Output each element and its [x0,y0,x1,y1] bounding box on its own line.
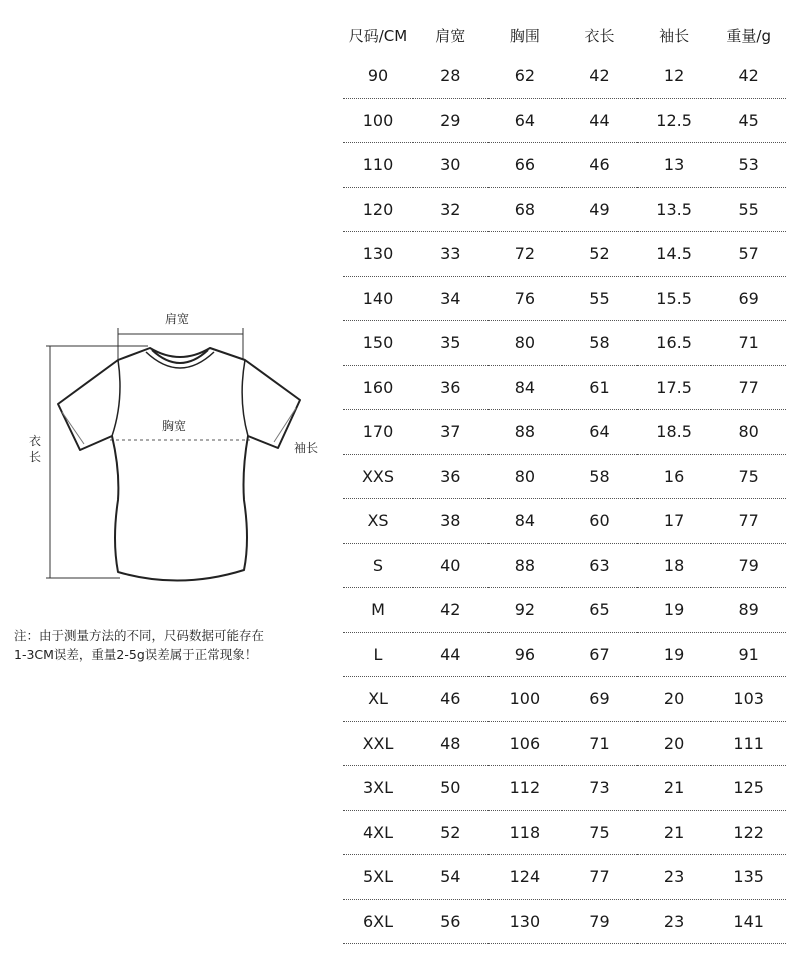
cell-chest: 66 [488,143,563,188]
cell-length: 46 [562,143,637,188]
cell-chest: 64 [488,98,563,143]
cell-sleeve: 19 [637,588,712,633]
table-row [343,187,786,232]
table-row [343,677,786,722]
cell-length: 49 [562,187,637,232]
header-length: 衣长 [584,26,615,45]
cell-sleeve: 23 [637,899,712,944]
cell-weight: 77 [711,365,786,410]
cell-chest: 84 [488,499,563,544]
cell-shoulder: 38 [413,499,488,544]
cell-weight: 42 [711,54,786,98]
cell-sleeve: 17 [637,499,712,544]
cell-size: 6XL [343,899,413,944]
cell-chest: 88 [488,410,563,455]
cell-size: 4XL [343,810,413,855]
cell-chest: 130 [488,899,563,944]
cell-weight: 80 [711,410,786,455]
cell-weight: 79 [711,543,786,588]
table-row [343,232,786,277]
cell-size: 120 [343,187,413,232]
cell-length: 61 [562,365,637,410]
cell-size: 100 [343,98,413,143]
cell-sleeve: 14.5 [637,232,712,277]
cell-weight: 141 [711,899,786,944]
cell-chest: 84 [488,365,563,410]
cell-shoulder: 44 [413,632,488,677]
cell-chest: 96 [488,632,563,677]
cell-size: 5XL [343,855,413,900]
cell-length: 58 [562,454,637,499]
tshirt-measurement-diagram [0,300,330,600]
table-row [343,54,786,98]
cell-weight: 55 [711,187,786,232]
cell-size: 90 [343,54,413,98]
cell-sleeve: 13.5 [637,187,712,232]
cell-chest: 106 [488,721,563,766]
table-row [343,632,786,677]
cell-size: 130 [343,232,413,277]
cell-length: 52 [562,232,637,277]
cell-shoulder: 37 [413,410,488,455]
cell-sleeve: 16 [637,454,712,499]
measurement-note [14,626,344,664]
cell-sleeve: 17.5 [637,365,712,410]
cell-chest: 76 [488,276,563,321]
cell-sleeve: 18 [637,543,712,588]
cell-length: 63 [562,543,637,588]
sleeve-length-label: 袖长 [294,441,319,455]
cell-length: 64 [562,410,637,455]
cell-weight: 91 [711,632,786,677]
cell-weight: 89 [711,588,786,633]
cell-length: 42 [562,54,637,98]
cell-length: 71 [562,721,637,766]
cell-length: 73 [562,766,637,811]
cell-shoulder: 36 [413,454,488,499]
cell-shoulder: 56 [413,899,488,944]
cell-sleeve: 15.5 [637,276,712,321]
cell-chest: 62 [488,54,563,98]
table-header-row [343,16,786,54]
cell-length: 58 [562,321,637,366]
cell-sleeve: 19 [637,632,712,677]
cell-size: L [343,632,413,677]
cell-sleeve: 20 [637,721,712,766]
table-row [343,766,786,811]
cell-size: 140 [343,276,413,321]
cell-length: 65 [562,588,637,633]
cell-shoulder: 32 [413,187,488,232]
cell-shoulder: 30 [413,143,488,188]
tshirt-outline-icon [0,300,330,600]
cell-chest: 80 [488,321,563,366]
cell-chest: 80 [488,454,563,499]
cell-chest: 112 [488,766,563,811]
body-length-label: 衣长 [28,434,41,464]
table-row [343,98,786,143]
cell-size: XS [343,499,413,544]
cell-size: 170 [343,410,413,455]
cell-length: 55 [562,276,637,321]
header-shoulder: 肩宽 [435,26,466,45]
cell-weight: 53 [711,143,786,188]
cell-weight: 77 [711,499,786,544]
cell-shoulder: 48 [413,721,488,766]
table-row [343,899,786,944]
cell-size: 110 [343,143,413,188]
header-sleeve: 袖长 [659,26,690,45]
header-weight: 重量/g [726,26,771,45]
cell-sleeve: 16.5 [637,321,712,366]
cell-shoulder: 40 [413,543,488,588]
cell-sleeve: 23 [637,855,712,900]
cell-sleeve: 21 [637,810,712,855]
cell-length: 69 [562,677,637,722]
cell-sleeve: 12.5 [637,98,712,143]
cell-weight: 45 [711,98,786,143]
cell-shoulder: 52 [413,810,488,855]
cell-length: 79 [562,899,637,944]
table-row [343,321,786,366]
table-row [343,855,786,900]
note-line-2: 1-3CM误差，重量2-5g误差属于正常现象！ [14,647,258,662]
cell-weight: 103 [711,677,786,722]
cell-shoulder: 35 [413,321,488,366]
cell-chest: 68 [488,187,563,232]
table-row [343,365,786,410]
cell-sleeve: 21 [637,766,712,811]
cell-size: 3XL [343,766,413,811]
cell-weight: 111 [711,721,786,766]
cell-length: 75 [562,810,637,855]
cell-size: 160 [343,365,413,410]
table-row [343,454,786,499]
cell-sleeve: 18.5 [637,410,712,455]
table-row [343,143,786,188]
table-row [343,499,786,544]
table-row [343,276,786,321]
header-size: 尺码/CM [348,26,408,45]
cell-size: M [343,588,413,633]
note-line-1: 注：由于测量方法的不同，尺码数据可能存在 [14,628,265,643]
size-chart-table [343,16,786,944]
cell-shoulder: 29 [413,98,488,143]
cell-weight: 75 [711,454,786,499]
cell-weight: 57 [711,232,786,277]
shoulder-width-label: 肩宽 [165,312,190,326]
cell-weight: 69 [711,276,786,321]
cell-length: 44 [562,98,637,143]
cell-weight: 71 [711,321,786,366]
cell-size: XL [343,677,413,722]
cell-weight: 122 [711,810,786,855]
cell-shoulder: 42 [413,588,488,633]
table-row [343,410,786,455]
cell-length: 60 [562,499,637,544]
cell-shoulder: 36 [413,365,488,410]
cell-weight: 135 [711,855,786,900]
cell-chest: 124 [488,855,563,900]
cell-sleeve: 12 [637,54,712,98]
cell-shoulder: 28 [413,54,488,98]
cell-length: 67 [562,632,637,677]
header-chest: 胸围 [509,26,540,45]
cell-sleeve: 13 [637,143,712,188]
cell-chest: 92 [488,588,563,633]
cell-shoulder: 46 [413,677,488,722]
cell-chest: 88 [488,543,563,588]
cell-size: XXS [343,454,413,499]
cell-size: 150 [343,321,413,366]
cell-shoulder: 33 [413,232,488,277]
cell-size: XXL [343,721,413,766]
cell-chest: 118 [488,810,563,855]
table-row [343,721,786,766]
cell-size: S [343,543,413,588]
cell-shoulder: 34 [413,276,488,321]
table-row [343,810,786,855]
table-row [343,588,786,633]
cell-chest: 100 [488,677,563,722]
cell-weight: 125 [711,766,786,811]
cell-shoulder: 50 [413,766,488,811]
table-row [343,543,786,588]
cell-chest: 72 [488,232,563,277]
chest-width-label: 胸宽 [162,419,187,433]
cell-sleeve: 20 [637,677,712,722]
cell-length: 77 [562,855,637,900]
cell-shoulder: 54 [413,855,488,900]
